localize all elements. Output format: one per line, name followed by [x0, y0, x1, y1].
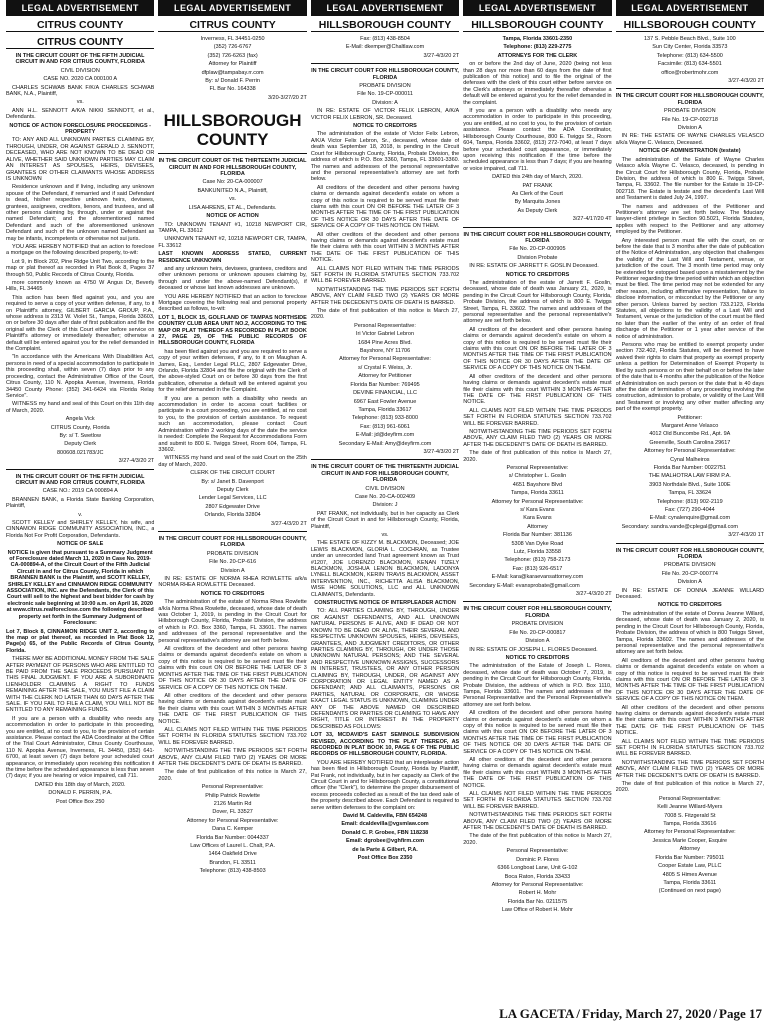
- notice-line: Fax: (727) 290-4044: [664, 507, 715, 513]
- notice-line: Division A: [677, 579, 702, 586]
- notice-line: IN THE CIRCUIT COURT OF THE FIFTH JUDICIAL CIRCUIT IN AND FOR CITRUS COUNTY, FLORIDA: [15, 53, 145, 66]
- notice-line: 137 S. Pebble Beach Blvd., Suite 100: [643, 36, 736, 42]
- notice-line: DONALD F. PERRIN, P.A.: [48, 790, 113, 797]
- notice-line: THE MALHOTRA LAW FIRM P.A.: [648, 473, 731, 480]
- notice-line: CHARLES SCHWAB BANK F/K/A CHARLES SCHWAB BANK, N.A., Plaintiff,: [6, 84, 155, 98]
- notice-line: All creditors of the decedent and other persons having claims or demands against decedent's estate on whom a copy of this notice is required to be served must file their claims with this court ON OR BEFORE THE LATER OF 3 MONTHS AFTER THE TIME OF THE FIRST PUBLICATION OF THIS NOTICE OR 30 DAYS AFTER THE DATE OF SERVICE OF A COPY OF THIS NOTICE ON THEM.: [463, 326, 612, 372]
- notice-line: Lender Legal Services, LLC: [198, 495, 267, 502]
- notice-line: All other creditors of the decedent and other persons having claims or demands against decedent's estate must file their claims with this court WITHIN 3 MONTHS AFTER THE DATE OF THE FIRST PUBLICATION OF THIS NOTICE.: [463, 373, 612, 406]
- notice-line: Attorney for Personal Representative:: [643, 829, 736, 836]
- notice-line: Residence unknown and if living, including any unknown spouse of the Defendant, if remarried and if said Defendant is dead, his/her respective unknown heirs, devisees, grantees, assignees, creditors, lienors, and trustees, and all other persons claiming by, through, under or against the named Defendant; and the aforementioned named Defendant and such of the aforementioned unknown Defendant and such of the unknown named Defendant as may be infants, incompetents or otherwise not sui juris.: [6, 184, 155, 242]
- notice-line: NOTICE OF ACTION: [206, 213, 259, 220]
- column-header: LEGAL ADVERTISEMENT: [311, 0, 459, 16]
- county-heading: HILLSBOROUGH COUNTY: [463, 19, 611, 32]
- notice-line: File No. 20-CP-000774: [661, 570, 718, 577]
- notice-line: WITNESS my hand and seal of the said Court on the 25th day of March, 2020.: [158, 455, 307, 468]
- notice-line: NOTWITHSTANDING THE TIME PERIODS SET FORTH ABOVE, ANY CLAIM FILED TWO (2) YEARS OR MORE AFTER THE DECEDENT'S DATE OF DEATH IS BARRED.: [463, 428, 612, 448]
- notice-line: LAST KNOWN ADDRESS STATED, CURRENT RESIDENCE UNKNOWN: [158, 251, 307, 264]
- notice-line: Facsimile: (813) 634-5501: [657, 61, 722, 68]
- notice-line: NOTICE OF ACTION FORECLOSURE PROCEEDINGS - PROPERTY: [9, 122, 151, 136]
- page-footer: LA GACETA / Friday, March 27, 2020 / Page 17: [499, 1006, 762, 1021]
- notice-line: The date of the first publication of this notice is March 27, 2020.: [463, 833, 612, 846]
- notice-line: Robert H. Mohr: [518, 890, 557, 897]
- notice-line: Attorney for Plaintiff: [208, 61, 257, 68]
- notice-line: Telephone: (813) 438-8503: [199, 868, 266, 875]
- page-number: Page 17: [719, 1006, 762, 1021]
- notice-line: on or before the 2nd day of June, 2020 (being not less than 28 days nor more than 60 days from the date of first publication of this notice) and to file the original of the defenses with the clerk of this court either before service on the Clerk's attorneys or immediately thereafter otherwise a default will be entered against you for the relief demanded in the complaint.: [463, 61, 612, 106]
- notice-line: Attorney for Personal Representative:: [186, 817, 279, 824]
- column-header: LEGAL ADVERTISEMENT: [6, 0, 154, 16]
- notice-line: 6366 Longboat Lane, Unit G-102: [497, 865, 578, 872]
- notice-line: ALL CLAIMS NOT FILED WITHIN THE TIME PERIODS SET FORTH IN FLORIDA STATUTES SECTION 733.702 WILL BE FOREVER BARRED.: [463, 407, 612, 427]
- county-heading: CITRUS COUNTY: [6, 36, 154, 49]
- notice-line: s/ Kara Evans: [520, 507, 555, 513]
- legal-notice: [463, 36, 611, 223]
- notice-line: 3/27-4/3/20 2T: [423, 52, 460, 59]
- notice-line: Attorney for Personal Representative:: [643, 448, 736, 455]
- notice-line: Dominic P. Flores: [516, 856, 559, 863]
- notice-line: YOU ARE HEREBY NOTIFIED that an action to foreclose Mortgage covering the following real and personal property described as follows, to-wit:: [158, 293, 307, 313]
- notice-line: NOTICE OF ADMINISTRATION (testate): [639, 148, 741, 155]
- publication-name: LA GACETA: [499, 1006, 575, 1021]
- notice-line: Iri Victor Gabriel Lebron: [356, 331, 414, 338]
- notice-line: IN THE CIRCUIT COURT FOR HILLSBOROUGH COUNTY, FLORIDA: [311, 68, 459, 81]
- column-3: [311, 0, 459, 1002]
- column-1: [6, 0, 154, 1002]
- notice-line: Cooper Estate Law, PLLC: [658, 863, 722, 870]
- notice-line: Bayshore, NY 11706: [359, 348, 411, 355]
- notice-line: All creditors of the decedent and other persons having claims or demands against decedent's estate on whom a copy of this notice is required to be served must file their claims with this court ON OR BEFORE THE LATER OF 3 MONTHS AFTER THE TIME OF THE FIRST PUBLICATION OF THIS NOTICE OR 30 DAYS AFTER THE DATE OF SERVICE OF A COPY OF THIS NOTICE ON THEM.: [615, 657, 765, 703]
- column-header: LEGAL ADVERTISEMENT: [616, 0, 764, 16]
- notice-line: Tampa, Florida 33601-2350: [502, 36, 573, 42]
- notice-line: 4805 S Himes Avenue: [662, 871, 717, 878]
- notice-line: By: s/ Janet B. Davenport: [201, 478, 264, 485]
- notice-line: YOU ARE HEREBY NOTIFIED that an interpleader action has been filed in Hillsborough County, Florida by Plaintiff, Pat Frank, not individually, but in her capacity as Clerk of the Circuit Court in and for Hillsborough County, a constitutional officer (the "Clerk"), to determine the proper disbursement of excess proceeds collected as a result of the tax deed sale of the property described above. Each Defendant is required to serve written defenses to the complaint on:: [310, 759, 460, 811]
- notice-line: All creditors of the decedent and other persons having claims or demands against decedent's estate on whom a copy of this notice is required to be served must file their claims with this court ON OR BEFORE THE LATER OF 3 MONTHS AFTER THE TIME OF THE FIRST PUBLICATION OF THIS NOTICE OR 30 DAYS AFTER THE DATE OF SERVICE OF A COPY OF THIS NOTICE ON THEM.: [158, 646, 307, 691]
- notice-line: Telephone: (813) 634-5500: [656, 52, 723, 59]
- notice-line: s/ Christopher L. Goslin: [508, 473, 567, 480]
- notice-line: Telephone: (813) 933-8000: [351, 415, 419, 422]
- notice-line: IN THE CIRCUIT COURT FOR HILLSBOROUGH COUNTY, FLORIDA: [615, 547, 764, 561]
- notice-line: CIVIL DIVISION: [365, 485, 405, 492]
- notice-line: DATED this 24th day of March, 2020.: [492, 174, 583, 181]
- notice-line: As Deputy Clerk: [517, 207, 558, 214]
- notice-line: PROBATE DIVISION: [206, 550, 259, 557]
- notice-line: 4651 Bayshore Blvd: [512, 481, 563, 488]
- notice-line: David M. Caldevilla, FBN 654248: [342, 813, 428, 820]
- legal-notice: [616, 93, 764, 538]
- notice-line: TO: ANY AND ALL UNKNOWN PARTIES CLAIMING BY, THROUGH, UNDER, OR AGAINST GERALD J. SENNOTT, DECEASED, WHO ARE NOT KNOWN TO BE DEAD OR ALIVE, WHETHER SAID UNKNOWN PARTIES MAY CLAIM AN INTEREST AS SPOUSES, HEIRS, DEVISEES, GRANTEES OR OTHER CLAIMANTS WHOSE ADDRESS IS UNKNOWN: [6, 137, 155, 182]
- notice-line: The administration of the estate of Jarrett F. Goslin, deceased, whose date of death was January 21, 2020, is pending in the Circuit Court for Hillsborough County, Florida, Probate Division, the address of which is 800 E. Twiggs Street, Tampa, FL 33602. The names and addresses of the personal representative and the personal representative's attorney are set forth below.: [463, 280, 612, 325]
- notice-line: Any interested person must file with the court, on or before the date that is 3 months after the date of publication of the Notice of Administration, any objection that challenges the validity of the Last Will and Testament, venue, or jurisdiction of the court. The 3 month time period may only be extended for estopped based upon a misstatement by the Petitioner regarding the time period within which an objection must be filed. The time period may not be extended for any other reason, including affirmative representation, failure to disclose information, or misconduct by the Petitioner or any other person. Unless barred by section 733.2123, Florida Statutes, all objections to the validity of a Last Will and Testament, venue or the jurisdiction of the court must be filed no later than the earlier of the entry of an order of final discharge of the Petitioner or 1 year after service of the notice of administration.: [615, 237, 765, 340]
- notice-line: Division A: [677, 125, 702, 132]
- column-4: [463, 0, 611, 1002]
- notice-line: Cynal Malheiros: [670, 456, 710, 463]
- notice-line: Division Probate: [517, 254, 558, 261]
- notice-line: and any unknown heirs, devisees, grantees, creditors and other unknown persons or unknown spouses claiming by, through and under the above-named Defendant(s), if deceased or whose last known addresses are unknown.: [158, 265, 307, 292]
- notice-line: IN THE CIRCUIT COURT OF THE THIRTEENTH JUDICIAL CIRCUIT IN AND FOR HILLSBOROUGH COUNTY, FLORIDA: [311, 464, 459, 484]
- notice-line: File No. 20-CP-000905: [509, 246, 566, 253]
- notice-line: ANN H.L. SENNOTT A/K/A NIKKI SENNOTT, et al., Defendants.: [6, 107, 155, 121]
- legal-notice: [311, 68, 459, 455]
- notice-line: NOTICE TO CREDITORS: [200, 590, 265, 597]
- notice-line: Dover, FL 33527: [212, 809, 253, 816]
- notice-line: YOU ARE HEREBY NOTIFIED that an action to foreclose a mortgage on the following described property, to-wit:: [6, 243, 155, 257]
- notice-line: The date of first publication of this notice is March 27, 2020.: [158, 769, 307, 782]
- notice-line: Florida Bar Number: 795011: [655, 854, 725, 861]
- county-heading: HILLSBOROUGH COUNTY: [616, 19, 764, 32]
- notice-line: 1464 Oakfield Drive: [208, 851, 257, 858]
- notice-line: Attorney: [679, 846, 701, 853]
- notice-line: NOTICE is given that pursuant to a Summary Judgment of Foreclosure dated March 11, 2020 in Case No. 2019-CA-000894-A, of the Circuit Court of the Fifth Judicial Circuit in and for Citrus County, Florida in which BRANNEN BANK is the Plaintiff, and SCOTT KELLEY, SHIRLEY KELLEY and CINNAMON RIDGE COMMUNITY ASSOCIATION, INC. are the Defendants, the Clerk of this Court will sell to the highest and best bidder for cash by electronic sale beginning at 10:00 a.m. on April 16, 2020 at www.citrus.realforeclose.com the following described property set forth in the Summary Judgment of Foreclosure:: [6, 549, 154, 627]
- notice-line: PAT FRANK, not individually, but in her capacity as Clerk of the Circuit Court in and for Hillsborough County, Florida, Plaintiff,: [310, 510, 460, 530]
- notice-line: NOTWITHSTANDING THE TIME PERIODS SET FORTH ABOVE, ANY CLAIM FILED TWO (2) YEARS OR MORE AFTER THE DECEDENT'S DATE OF DEATH IS BARRED.: [310, 286, 460, 306]
- notice-line: BRANNEN BANK, a Florida State Banking Corporation, Plaintiff,: [6, 496, 155, 510]
- legal-notice: [311, 464, 459, 861]
- notice-line: SCOTT KELLEY and SHIRLEY KELLEY, his wife, and CINNAMON RIDGE COMMUNITY ASSOCIATION, INC., a Florida Not For Profit Corporation, Defendants.: [6, 520, 155, 539]
- notice-line: The administration of the Estate of Wayne Charles Velasco a/k/a Wayne C. Velasco, deceased, is pending in the Circuit Court for Hillsborough County, Florida, Probate Division, the address of which is 800 E. Twiggs Street, Tampa, FL 33602. The file number for the Estate is 19-CP-002718. The Estate is testate and the decedent's Last Will and Testament is dated July 24, 1997.: [615, 156, 765, 202]
- legal-notice: [616, 548, 764, 895]
- notice-line: IN RE: ESTATE OF JOSEPH L. FLORES Deceased.: [469, 646, 598, 653]
- notice-line: CASE NO.: 2019 CA 000894 A: [42, 488, 118, 495]
- notice-line: 3/27-4/17/20 4T: [572, 216, 612, 223]
- notice-line: The names and addresses of the Petitioner and Petitioner's attorney are set forth below. The fiduciary lawyer-client privilege in Section 90.5021, Florida Statutes, applies with respect to the Petitioner and any attorney employed by the Petitioner.: [615, 203, 765, 236]
- legal-notice: [158, 536, 306, 875]
- notice-line: File No. 19-CP-002718: [661, 116, 718, 123]
- notice-line: Law Offices of Laurel L. Chalt, P.A.: [190, 843, 275, 850]
- notice-line: CLERK OF THE CIRCUIT COURT: [190, 470, 275, 477]
- legal-notice: [616, 36, 764, 84]
- column-header: LEGAL ADVERTISEMENT: [158, 0, 306, 16]
- notice-line: dfplaw@tampabay.rr.com: [201, 69, 264, 76]
- notice-line: NOTWITHSTANDING THE TIME PERIODS SET FORTH ABOVE, ANY CLAIM FILED TWO (2) YEARS OR MORE AFTER THE DECEDENT'S DATE OF DEATH IS BARRED.: [158, 748, 307, 767]
- notice-line: All other creditors of the decedent and other persons having claims or demands against decedent's estate must file their claims with this court WITHIN 3 MONTHS AFTER THE DATE OF THE FIRST PUBLICATION OF THIS NOTICE.: [463, 757, 612, 789]
- notice-line: Lot 9, in Block 202, Pine Ridge Unit Two, according to the map or plat thereof as recorded in Plat Book 8, Pages 37 through 50, Public Records of Citrus County, Florida.: [6, 258, 155, 278]
- notice-line: Deputy Clerk: [64, 441, 97, 448]
- notice-line: All other creditors of the decedent and other persons having claims or demands against decedent's estate must file their claims with this court WITHIN 3 MONTHS AFTER THE DATE OF THE FIRST PUBLICATION OF THIS NOTICE.: [615, 704, 765, 737]
- notice-line: CASE NO. 2020 CA 000100 A: [43, 76, 118, 83]
- notice-line: IN RE: THE ESTATE OF WAYNE CHARLES VELASCO a/k/a Wayne C. Velasco, Deceased.: [615, 133, 765, 146]
- notice-line: ALL CLAIMS NOT FILED WITHIN THE TIME PERIODS SET FORTH IN FLORIDA STATUTES SECTION 733.702 WILL BE FOREVER BARRED.: [158, 726, 307, 746]
- notice-line: The date of first publication of this notice is March 27, 2020.: [310, 308, 460, 321]
- notice-line: Post Office Box 2350: [357, 855, 413, 862]
- notice-line: NOTWITHSTANDING THE TIME PERIODS SET FORTH ABOVE, ANY CLAIM FILED TWO (2) YEARS OR MORE AFTER THE DECEDENT'S DATE OF DEATH IS BARRED.: [463, 812, 612, 832]
- legal-notice: [311, 36, 459, 59]
- notice-line: NOTWITHSTANDING THE TIME PERIODS SET FORTH ABOVE, ANY CLAIM FILED TWO (2) YEARS OR MORE AFTER THE DECEDENT'S DATE OF DEATH IS BARRED.: [615, 759, 765, 779]
- county-heading: CITRUS COUNTY: [6, 19, 154, 32]
- notice-line: 3/27-4/3/20 2T: [271, 520, 307, 527]
- notice-line: Secondary E-Mail: Amy@deyfirm.com: [338, 440, 432, 447]
- notice-line: ALL CLAIMS NOT FILED WITHIN THE TIME PERIODS SET FORTH IN FLORIDA STATUTES SECTION 733.702 WILL BE FOREVER BARRED.: [615, 738, 765, 758]
- notice-line: By: s/ T. Swetlow: [59, 432, 101, 439]
- notice-line: If you are a person with a disability who needs any accommodation in order to participate in this proceeding, you are entitled, at no cost to you, to the provision of certain assistance. Please contact the ADA Coordinator at the Office of the Trial Court Administrator, Citrus County Courthouse, 110 N. Apopka Avenue, Inverness, FL 34450, (352) 641-6700, at least seven (7) days before your scheduled court appearance, or immediately upon receiving this notification if the time before the scheduled appearance is less than seven (7) days; if you are hearing or voice impaired, call 711.: [6, 715, 155, 780]
- notice-line: more commonly known as 4750 W Angus Dr, Beverly Hills, FL 34465: [6, 280, 155, 293]
- notice-line: IN RE: ESTATE OF DONNA JEANNE WILLARD Deceased.: [615, 587, 765, 601]
- notice-line: Case No. 20-CA-002409: [354, 493, 416, 500]
- notice-line: The administration of the Estate of Joseph L. Flores, deceased, whose date of death was October 7, 2019, is pending in the Circuit Court for Hillsborough County, Florida, Probate Division, the address of which is P.O. Box 1110, Tampa, Florida 33601. The names and addresses of the Personal Representative and the Personal Representative's attorney are set forth below.: [463, 663, 612, 708]
- notice-line: Florida Bar No. 0211575: [507, 898, 568, 905]
- notice-line: Florida Bar Number: 769495: [350, 381, 420, 388]
- notice-line: Lutz, Florida 33558: [513, 549, 561, 556]
- notice-line: Margaret Anne Velasco: [661, 422, 719, 429]
- notice-line: FL Bar No. 164338: [209, 86, 256, 93]
- notice-line: Deputy Clerk: [216, 486, 249, 493]
- legal-notice: [463, 606, 611, 913]
- notice-line: TO: ALL PARTIES CLAIMING BY, THROUGH, UNDER OR AGAINST DEFENDANTS, AND ALL UNKNOWN NATURAL PERSONS IF ALIVE, AND IF DEAD OR NOT KNOWN TO BE DEAD OR ALIVE, THEIR SEVERAL AND RESPECTIVE UNKNOWN SPOUSES, HEIRS, DEVISEES, GRANTEES, AND JUDGMENT CREDITORS, OR OTHER PARTIES CLAIMING BY, THROUGH, OR UNDER THOSE UNKNOWN NATURAL PERSONS; AND THE SEVERAL AND RESPECTIVE UNKNOWN ASSIGNS, SUCCESSORS IN INTEREST, TRUSTEES, OR ANY OTHER PERSON CLAIMING BY, THROUGH, UNDER, OR AGAINST ANY CORPORATION OR LEGAL ENTITY NAMED AS A DEFENDANT; AND ALL CLAIMANTS, PERSONS OR PARTIES, NATURAL OR CORPORATE, OR WHOSE EXACT LEGAL STATUS IS UNKNOWN, CLAIMING UNDER ANY OF THE ABOVE NAMED OR DESCRIBED DEFENDANTS OR PARTIES OR CLAIMING TO HAVE ANY RIGHT, TITLE OR INTEREST IN THE PROPERTY DESCRIBED AS FOLLOWS:: [310, 608, 460, 730]
- notice-line: All other creditors of the decedent and other persons having claims or demands against decedent's estate must file their claims with this court WITHIN 3 MONTHS AFTER THE DATE OF THE FIRST PUBLICATION OF THIS NOTICE.: [310, 231, 460, 264]
- notice-line: Attorney for Personal Representative:: [339, 356, 431, 363]
- notice-line: Division: J: [372, 502, 398, 509]
- notice-line: Jessica Marie Cooper, Esquire: [652, 837, 728, 844]
- notice-line: As Clerk of the Court: [511, 190, 563, 197]
- notice-line: 800608.021783/JC: [56, 449, 104, 456]
- notice-line: The date of first publication of this notice is March 27, 2020.: [463, 450, 612, 463]
- notice-line: Kara Evans: [523, 515, 552, 522]
- notice-line: Attorney for Petitioner: [358, 373, 412, 380]
- notice-line: Tampa, Florida 33611: [663, 879, 717, 886]
- notice-line: (352) 726-6767: [213, 44, 252, 51]
- notice-line: 2807 Edgewater Drive: [205, 503, 260, 510]
- legal-notice: [158, 36, 306, 101]
- columns: [6, 0, 764, 1002]
- notice-line: The administration of the estate of Donna Jeanne Willard, deceased, whose date of death was January 2, 2020, is pending in the Circuit Court for Hillsborough County, Florida, Probate Division, the address of which is 800 Twiggs Street, Tampa, Florida 33602. The names and addresses of the personal representative and the personal representative's attorney are set forth below.: [615, 610, 765, 656]
- notice-line: Attorney: [527, 523, 548, 530]
- notice-line: Personal Representative:: [506, 848, 569, 855]
- notice-line: UNKNOWN TENANT #2, 10218 NEWPORT CIR, TAMPA, FL 33612: [158, 236, 307, 249]
- notice-line: Sun City Center, Florida 33573: [652, 44, 728, 51]
- notice-line: LOT 33, MCDAVID'S EAST SEMINOLE SUBDIVISION REVISED, ACCORDING TO THE PLAT THEREOF, AS RECORDED IN PLAT BOOK 10, PAGE 6 OF THE PUBLIC RECORDS OF HILLSBOROUGH COUNTY, FLORIDA.: [310, 732, 460, 758]
- notice-line: Petitioner:: [677, 414, 703, 421]
- notice-line: File No. 20-CP-616: [209, 559, 257, 566]
- notice-line: ALL CLAIMS NOT FILED WITHIN THE TIME PERIODS SET FORTH IN FLORIDA STATUTES SECTION 733.702 WILL BE FOREVER BARRED.: [310, 265, 460, 285]
- column-header: LEGAL ADVERTISEMENT: [463, 0, 611, 16]
- notice-line: LOT 1, BLOCK 15, GOLFLAND OF TAMPAS NORTHSIDE COUNTRY CLUB AREA UNIT NO.2, ACCORDING TO THE MAP OR PLAT THEREOF AS RECORDED IN PLAT BOOK 27, PAGE 29, OF THE PUBLIC RECORDS OF HILLSBOROUGH COUNTY, FLORIDA: [158, 314, 307, 347]
- notice-line: Greenville, South Carolina 29617: [649, 439, 731, 446]
- notice-line: IN THE CIRCUIT COURT FOR HILLSBOROUGH COUNTY, FLORIDA: [463, 606, 612, 619]
- notice-line: If you are a person with a disability who needs an accommodation in order to access court facilities or participate in a court proceeding, you are entitled, at no cost to you, to the provision of certain assistance. To request such an accommodation, please contact Court Administration within 2 working days of the date the service is needed: Complete the Request for Accommodations Form and submit to 800 E. Twiggs Street, Room 604, Tampa, FL 33602.: [158, 395, 307, 453]
- notice-line: The administration of the estate of Victor Felix Lebron, A/K/A Victor Felix Lebron, Sr., deceased, whose date of death was September 18, 2018, is pending in the Circuit Court for Hillsborough County, Florida, Probate Division, the address of which is P.O. Box 3360, Tampa, FL 33601-3360. The names and addresses of the personal representative and the personal representative's attorney are set forth below.: [310, 131, 460, 183]
- notice-line: vs.: [229, 196, 237, 203]
- notice-line: Tampa, FL 33624: [668, 490, 712, 497]
- notice-line: 6967 East Fowler Avenue: [353, 398, 417, 405]
- notice-line: Attorney for Personal Representative:: [491, 881, 584, 888]
- notice-line: NOTICE TO CREDITORS: [505, 654, 570, 661]
- notice-line: (Continued on next page): [658, 888, 721, 895]
- notice-line: Fax: (813) 926-6517: [512, 565, 563, 572]
- notice-line: If you are a person with a disability who needs any accommodation in order to participate in this proceeding, you are entitled, at no cost to you, to the provision of certain assistance. Please contact the ADA Coordinator, Hillsborough County Courthouse, 800 E. Twiggs St., Room 604, Tampa, Florida 33602, (813) 272-7040, at least 7 days before your scheduled court appearance, or immediately upon receiving this notification if the time before the scheduled appearance is less than 7 days; if you are hearing or voice impaired, call 711.: [463, 108, 612, 172]
- notice-line: Division A: [220, 567, 245, 574]
- column-5: [616, 0, 764, 1002]
- notice-line: Florida Bar Number: 0044337: [196, 834, 269, 841]
- notice-line: Email: dgrobee@vghfirm.com: [345, 838, 425, 845]
- legal-notice: [463, 232, 611, 598]
- notice-line: By: s/ Donald F. Perrin: [205, 78, 260, 85]
- notice-line: TO: UNKNOWN TENANT #1, 10218 NEWPORT CIR, TAMPA, FL 33612: [158, 221, 307, 234]
- notice-line: WITNESS my hand and seal of this Court on this 11th day of March, 2020.: [6, 401, 155, 414]
- notice-line: Case No: 20-CA-000007: [202, 179, 263, 186]
- notice-line: (352) 726-6263 (fax): [207, 52, 258, 59]
- column-2: [158, 0, 306, 1002]
- notice-line: All creditors of the decedent and other persons having claims or demands against decedent's estate on whom a copy of this notice is required to be served must file their claims with this court ON OR BEFORE THE LATER OF 3 MONTHS AFTER THE TIME OF THE FIRST PUBLICATION OF THIS NOTICE OR 30 DAYS AFTER THE DATE OF SERVICE OF A COPY OF THIS NOTICE ON THEM.: [310, 184, 460, 230]
- notice-line: has been filed against you and you are required to serve a copy of your written defenses, if any, to it on Maughan A. James, Esq., Lender Legal PLLC, 2807 Edgewater Drive, Orlando, Florida 32804 and file the original with the Clerk of the above-styled Court on or before 30 days from the first publication, otherwise a default will be entered against you for the relief demanded in the Complaint.: [158, 348, 307, 394]
- notice-line: File No. 20-CP-000817: [509, 629, 566, 636]
- notice-line: 3/27-4/3/20 1T: [728, 532, 765, 539]
- county-heading: HILLSBOROUGH COUNTY: [311, 19, 459, 32]
- notice-line: IN THE CIRCUIT COURT FOR HILLSBOROUGH COUNTY, FLORIDA: [158, 535, 307, 549]
- notice-line: Donald C. P. Grobee, FBN 118238: [341, 829, 429, 836]
- notice-line: NOTICE TO CREDITORS: [353, 123, 417, 130]
- notice-line: E-Mail: kara@karaevansattorney.com: [491, 574, 584, 581]
- notice-line: Personal Representative:: [354, 322, 416, 329]
- notice-line: 7008 S. Fitzgerald St: [664, 812, 716, 819]
- notice-line: Telephone: (813) 902-2119: [657, 498, 723, 505]
- notice-line: This action has been filed against you, and you are required to serve a copy of your written defense, if any, to it on Plaintiff's attorney, GILBERT GARCIA GROUP, P.A., whose address is 2313 W. Violet St., Tampa, Florida 33603, on or before 30 days after date of first publication and file the original with the Clerk of this Court either before service on Plaintiff's attorney or immediately thereafter; otherwise a default will be entered against you for the relief demanded in the Complaint.: [6, 294, 155, 353]
- notice-line: PROBATE DIVISION: [664, 108, 716, 115]
- notice-line: 4012 Old Buncombe Rd., Apt. 9A: [649, 431, 731, 438]
- notice-line: E-Mail: cynalenquire@gmail.com: [649, 515, 731, 522]
- legal-notice: [6, 474, 154, 806]
- notice-line: 5308 Van Dyke Road: [511, 540, 564, 547]
- notice-line: Secondary E-Mail: evansprobate@gmail.com: [469, 582, 580, 589]
- legal-notice: [6, 53, 154, 465]
- notice-line: The administration of the estate of Norma Rhea Rowlette a/k/a Norma Rhea Rowlette, deceased, whose date of death was October 1, 2019, is pending in the Circuit Court for Hillsborough County, Florida, Probate Division, the address of which is P.O. Box 3360, Tampa, FL 33601. The names and addresses of the personal representative and the personal representative's attorney are set forth below.: [158, 599, 307, 644]
- notice-line: Tampa, Florida 33617: [358, 406, 412, 413]
- notice-line: 3/27-4/3/20 2T: [728, 78, 765, 85]
- notice-line: Telephone: (813) 229-2775: [503, 44, 572, 51]
- notice-line: NOTICE TO CREDITORS: [505, 271, 570, 278]
- notice-line: PROBATE DIVISION: [359, 83, 411, 90]
- notice-line: Personal Representative:: [201, 784, 264, 791]
- notice-line: Boca Raton, Florida 33433: [504, 873, 571, 880]
- county-section-heading: HILLSBOROUGH COUNTY: [163, 111, 302, 150]
- notice-line: Dana C. Kemper: [212, 826, 254, 833]
- notice-line: Secondary: sandra.vande@cplegal@gmail.com: [621, 523, 738, 530]
- notice-line: Personal Representative:: [506, 464, 569, 471]
- notice-line: ATTORNEYS FOR THE CLERK: [497, 52, 578, 59]
- notice-line: Tampa, Florida 33611: [511, 490, 564, 497]
- notice-line: PROBATE DIVISION: [664, 562, 716, 569]
- notice-line: Philip Patrick Rowlette: [205, 792, 260, 799]
- notice-line: IN RE: ESTATE OF JARRETT F. GOSLIN Deceased.: [469, 263, 599, 270]
- notice-line: "In accordance with the Americans With Disabilities Act, persons in need of a special accommodation to participate in this proceeding shall, within seven (7) days prior to any proceeding, contact the Administrative Office of the Court, Citrus County, 110 N. Apopka Avenue, Inverness, Florida 34450 County Phone: (352) 341-6424 via Florida Relay Service".: [6, 354, 155, 399]
- notice-line: All creditors of the decedent and other persons having claims or demands against decedent's estate on whom a copy of this notice is required to be served must file their claims with this court ON OR BEFORE THE LATER OF 3 MONTHS AFTER THE TIME OF THE FIRST PUBLICATION OF THIS NOTICE OR 30 DAYS AFTER THE DATE OF SERVICE OF A COPY OF THIS NOTICE ON THEM.: [463, 710, 612, 755]
- notice-line: IN THE CIRCUIT COURT OF THE THIRTEENTH JUDICIAL CIRCUIT IN AND FOR HILLSBOROUGH COUNTY, FLORIDA: [158, 158, 307, 178]
- notice-line: Fax: (813) 961-6061: [360, 423, 410, 430]
- notice-line: Kelli Jeanne Willard-Myers: [657, 804, 723, 811]
- notice-line: Division: A: [372, 99, 398, 106]
- notice-line: vs.: [381, 532, 389, 538]
- notice-line: Tampa, Florida 33616: [663, 821, 717, 828]
- notice-line: CONSTRUCTIVE NOTICE OF INTERPLEADER ACTION: [314, 600, 456, 607]
- notice-line: Email: dcaldevilla@vgsmlaw.com: [341, 821, 429, 828]
- notice-line: Fax: (813) 438-8504: [360, 36, 410, 42]
- legal-notice: [158, 158, 306, 527]
- notice-line: Angela Vick: [65, 416, 95, 423]
- notice-line: 3/27-4/3/20 2T: [423, 448, 460, 455]
- notice-line: 3903 Northdale Blvd., Suite 100E: [649, 481, 731, 488]
- notice-line: The date of first publication of this notice is March 27, 2020.: [615, 781, 765, 794]
- notice-line: Division A: [525, 638, 550, 645]
- notice-line: THE ESTATE OF KIZZY M. BLACKMON, Deceased; JOE LEWIS BLACKMON, GLORIA L. COCHRAN, as Trustee under an unrecorded land Trust agreement known as Trust #1207, JOE LORENZO BLACKMON, KENAN TIZELY BLACKMON, JOSHUA LENON BLACKMON, LADONYA LYNELL BLACKMON, KERIN TRAVIS BLACKMON, ASSET INTERVENTION, INC., RICHETTA ALISA BLACKMON, WISE HOME SOLUTIONS, LLC and ALL UNKNOWN CLAIMANTS, Defendants.: [310, 540, 460, 598]
- notice-line: Persons who may be entitled to exempt property under section 732.402, Florida Statutes, will be deemed to have waived their rights to claim that property as exempt property unless a petition for Determination of Exempt Property is filed by such persons or on their behalf on or before the later of the date that is 4 months after the publication of the Notice of Administration on such person or the date that is 40 days after the date of termination of any proceeding involving the construction, admission to probate, or validity of the Last Will and Testament or involving any other matter affecting any part of the exempt property.: [615, 342, 765, 413]
- notice-line: CIVIL DIVISION: [60, 67, 100, 74]
- notice-line: NOTICE OF SALE: [57, 541, 104, 548]
- notice-line: Post Office Box 250: [55, 798, 105, 805]
- notice-line: Orlando, Florida 32804: [204, 512, 261, 519]
- notice-line: Brandon, FL 33511: [209, 859, 256, 866]
- notice-line: BANKUNITED N.A., Plaintiff,: [197, 187, 268, 194]
- notice-line: Lot 7, Block 8, CINNAMON RIDGE UNIT 2, according to the map or plat thereof, as recorded in Plat Book 12, Page(s) 65, of the Public Records of Citrus County, Florida.: [6, 628, 155, 654]
- issue-date: Friday, March 27, 2020: [582, 1006, 712, 1021]
- notice-line: DEVINE FINANCIAL, LLC: [353, 390, 417, 397]
- notice-line: office@robertmohr.com: [661, 69, 719, 76]
- notice-line: Law Office of Robert H. Mohr: [501, 907, 573, 914]
- notice-line: 1684 Pine Acres Blvd.: [358, 339, 412, 346]
- notice-line: E-Mail: jd@deyfirm.com: [355, 432, 415, 439]
- notice-line: PROBATE DIVISION: [511, 621, 564, 628]
- notice-line: ALL CLAIMS NOT FILED WITHIN THE TIME PERIODS SET FORTH IN FLORIDA STATUTES SECTION 733.702 WILL BE FOREVER BARRED.: [463, 791, 612, 810]
- notice-line: Florida Bar Number: 0022751: [653, 464, 727, 471]
- notice-line: Telephone: (813) 758-2173: [504, 557, 571, 564]
- notice-line: All other creditors of the decedent and other persons having claims or demands against decedent's estate must file their claims with this court WITHIN 3 MONTHS AFTER THE DATE OF THE FIRST PUBLICATION OF THIS NOTICE.: [158, 692, 307, 725]
- notice-line: CITRUS County, Florida: [50, 424, 110, 431]
- notice-line: 3/27-4/3/20 2T: [575, 591, 612, 598]
- notice-line: Personal Representative:: [658, 795, 721, 802]
- notice-line: LISA AHRENS, ET AL., Defendants.: [188, 204, 277, 211]
- notice-line: 3/20-3/27/20 2T: [267, 94, 307, 101]
- notice-line: 3/27-4/3/20 2T: [118, 458, 155, 465]
- notice-line: By Marquita Jones: [514, 199, 561, 206]
- notice-line: DATED this 18th day of March, 2020.: [34, 781, 126, 788]
- county-heading: CITRUS COUNTY: [158, 19, 306, 32]
- notice-line: Attorney for Personal Representative:: [491, 498, 584, 505]
- notice-line: IN RE: ESTATE OF NORMA RHEA ROWLETTE a/k/a NORMA RHEA ROWLETTE Deceased.: [158, 576, 307, 589]
- notice-line: Florida Bar Number: 381136: [502, 532, 572, 539]
- notice-line: 2126 Martin Rd: [213, 801, 252, 807]
- notice-line: IN THE CIRCUIT COURT OF THE FIFTH JUDICIAL CIRCUIT IN AND FOR CITRUS COUNTY, FLORIDA: [15, 473, 145, 486]
- notice-line: vs.: [76, 99, 84, 106]
- notice-line: IN RE: ESTATE OF VICTOR FELIX LEBRON, A/K/A VICTOR FELIX LEBRON, SR. Deceased.: [310, 108, 460, 121]
- notice-line: s/ Crystal F. Weiss, Jr.: [358, 364, 413, 371]
- notice-line: THERE MAY BE ADDITIONAL MONEY FROM THE SALE AFTER PAYMENT OF PERSONS WHO ARE ENTITLED TO BE PAID FROM THE SALE PROCEEDS PURSUANT TO THIS FINAL JUDGMENT. IF YOU ARE A SUBORDINATE LIENHOLDER CLAIMING A RIGHT TO FUNDS REMAINING AFTER THE SALE, YOU MUST FILE A CLAIM WITH THE CLERK NO LATER THAN 60 DAYS AFTER THE SALE. IF YOU FAIL TO FILE A CLAIM, YOU WILL NOT BE ENTITLED TO ANY REMAINING FUNDS.: [6, 656, 155, 714]
- notice-line: v.: [78, 511, 83, 518]
- notice-line: IN THE CIRCUIT COURT FOR HILLSBOROUGH COUNTY, FLORIDA: [615, 93, 764, 106]
- notice-line: Inverness, FL 34451-0250: [200, 36, 265, 42]
- notice-line: IN THE CIRCUIT COURT FOR HILLSBOROUGH COUNTY, FLORIDA: [463, 231, 612, 244]
- notice-line: E-Mail: dkemper@Chaltlaw.com: [345, 44, 425, 51]
- notice-line: PAT FRANK: [522, 182, 553, 189]
- notice-line: NOTICE TO CREDITORS: [657, 602, 722, 609]
- notice-line: File No. 19-CP-000011: [357, 91, 413, 98]
- notice-line: de la Parte & Gilbert, P.A.: [352, 846, 418, 853]
